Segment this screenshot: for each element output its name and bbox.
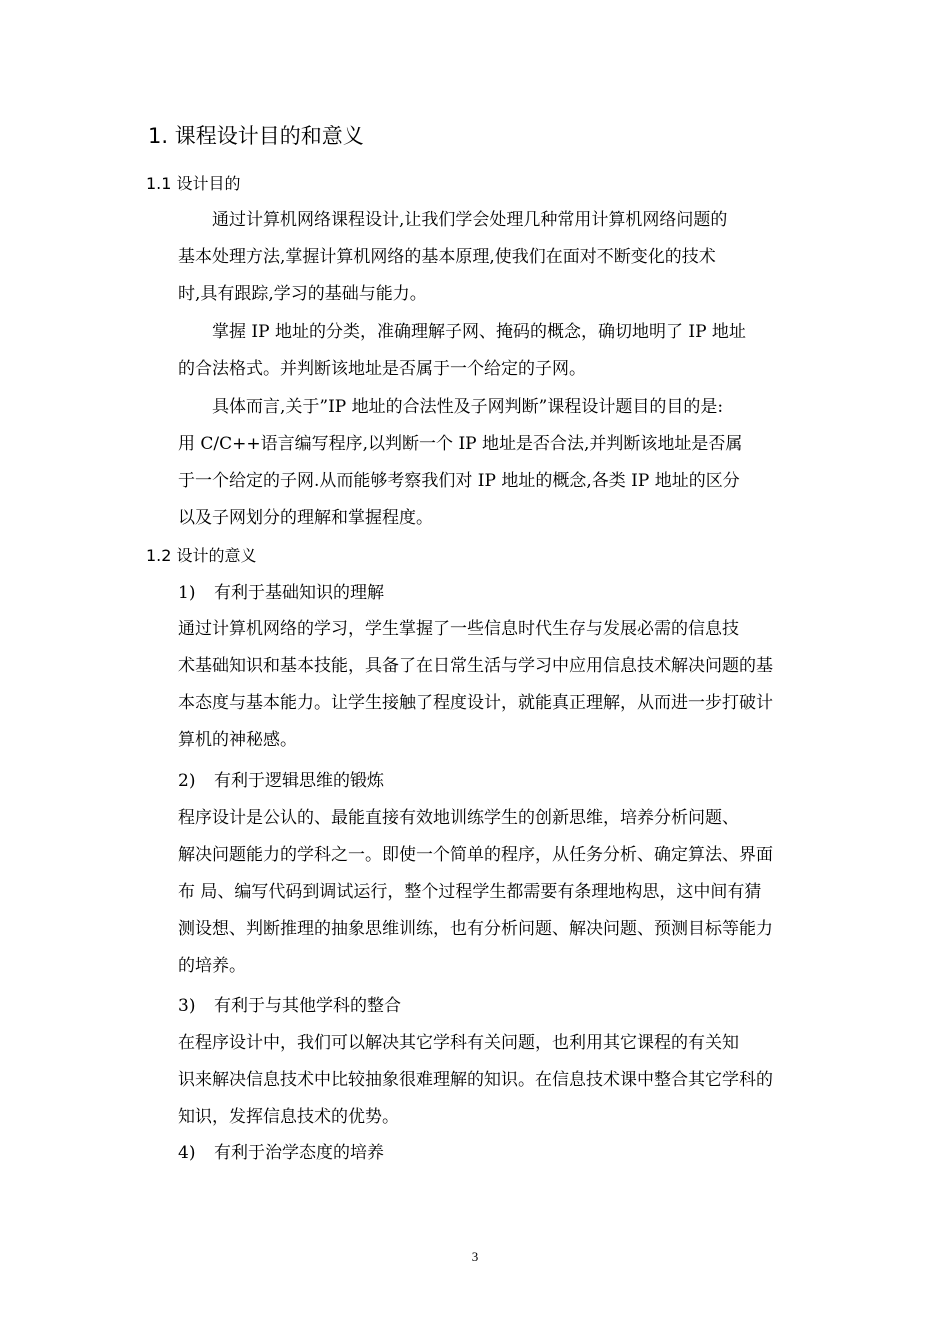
text-line: 程序设计是公认的、最能直接有效地训练学生的创新思维，培养分析问题、	[178, 808, 739, 828]
text-line: 在程序设计中，我们可以解决其它学科有关问题，也利用其它课程的有关知	[178, 1033, 739, 1053]
paragraph-purpose-2	[178, 314, 818, 388]
list-number: 3)	[178, 996, 196, 1016]
page-number: 3	[471, 1249, 479, 1264]
text-line: 术基础知识和基本技能，具备了在日常生活与学习中应用信息技术解决问题的基	[178, 656, 773, 676]
text-line: 算机的神秘感。	[178, 730, 297, 750]
list-item-3	[178, 991, 401, 1021]
text-line: 掌握 IP 地址的分类，准确理解子网、掩码的概念，确切地明了 IP 地址	[212, 322, 746, 342]
list-number: 2)	[178, 771, 196, 791]
paragraph-significance-2	[178, 800, 818, 985]
text-line: 用 C/C++语言编写程序,以判断一个 IP 地址是否合法,并判断该地址是否属	[178, 434, 743, 454]
list-number: 1)	[178, 583, 196, 603]
subsection-heading-purpose: 1.1 设计目的	[146, 174, 241, 193]
text-line: 的培养。	[178, 956, 246, 976]
section-title: 1. 课程设计目的和意义	[148, 124, 364, 148]
text-line: 基本处理方法,掌握计算机网络的基本原理,使我们在面对不断变化的技术	[178, 247, 716, 267]
text-line: 识来解决信息技术中比较抽象很难理解的知识。在信息技术课中整合其它学科的	[178, 1070, 773, 1090]
text-line: 时,具有跟踪,学习的基础与能力。	[178, 284, 427, 304]
text-line: 本态度与基本能力。让学生接触了程度设计，就能真正理解，从而进一步打破计	[178, 693, 773, 713]
text-line: 以及子网划分的理解和掌握程度。	[178, 508, 433, 528]
subsection-heading-significance: 1.2 设计的意义	[146, 546, 257, 565]
text-line: 布 局、编写代码到调试运行，整个过程学生都需要有条理地构思，这中间有猜	[178, 882, 762, 902]
list-label: 有利于治学态度的培养	[214, 1143, 384, 1163]
text-line: 解决问题能力的学科之一。即使一个简单的程序，从任务分析、确定算法、界面	[178, 845, 773, 865]
paragraph-purpose-1	[178, 202, 818, 313]
text-line: 通过计算机网络课程设计,让我们学会处理几种常用计算机网络问题的	[212, 210, 728, 230]
list-label: 有利于与其他学科的整合	[214, 996, 401, 1016]
list-label: 有利于基础知识的理解	[214, 583, 384, 603]
list-item-2	[178, 766, 384, 796]
text-line: 于一个给定的子网.从而能够考察我们对 IP 地址的概念,各类 IP 地址的区分	[178, 471, 740, 491]
list-item-4	[178, 1138, 384, 1168]
list-number: 4)	[178, 1143, 196, 1163]
list-item-1	[178, 578, 384, 608]
text-line: 具体而言,关于”IP 地址的合法性及子网判断”课程设计题目的目的是:	[212, 397, 724, 417]
list-label: 有利于逻辑思维的锻炼	[214, 771, 384, 791]
paragraph-purpose-3	[178, 389, 818, 537]
text-line: 通过计算机网络的学习，学生掌握了一些信息时代生存与发展必需的信息技	[178, 619, 739, 639]
paragraph-significance-3	[178, 1025, 818, 1136]
text-line: 的合法格式。并判断该地址是否属于一个给定的子网。	[178, 359, 586, 379]
text-line: 测设想、判断推理的抽象思维训练，也有分析问题、解决问题、预测目标等能力	[178, 919, 773, 939]
paragraph-significance-1	[178, 611, 818, 759]
text-line: 知识，发挥信息技术的优势。	[178, 1107, 399, 1127]
